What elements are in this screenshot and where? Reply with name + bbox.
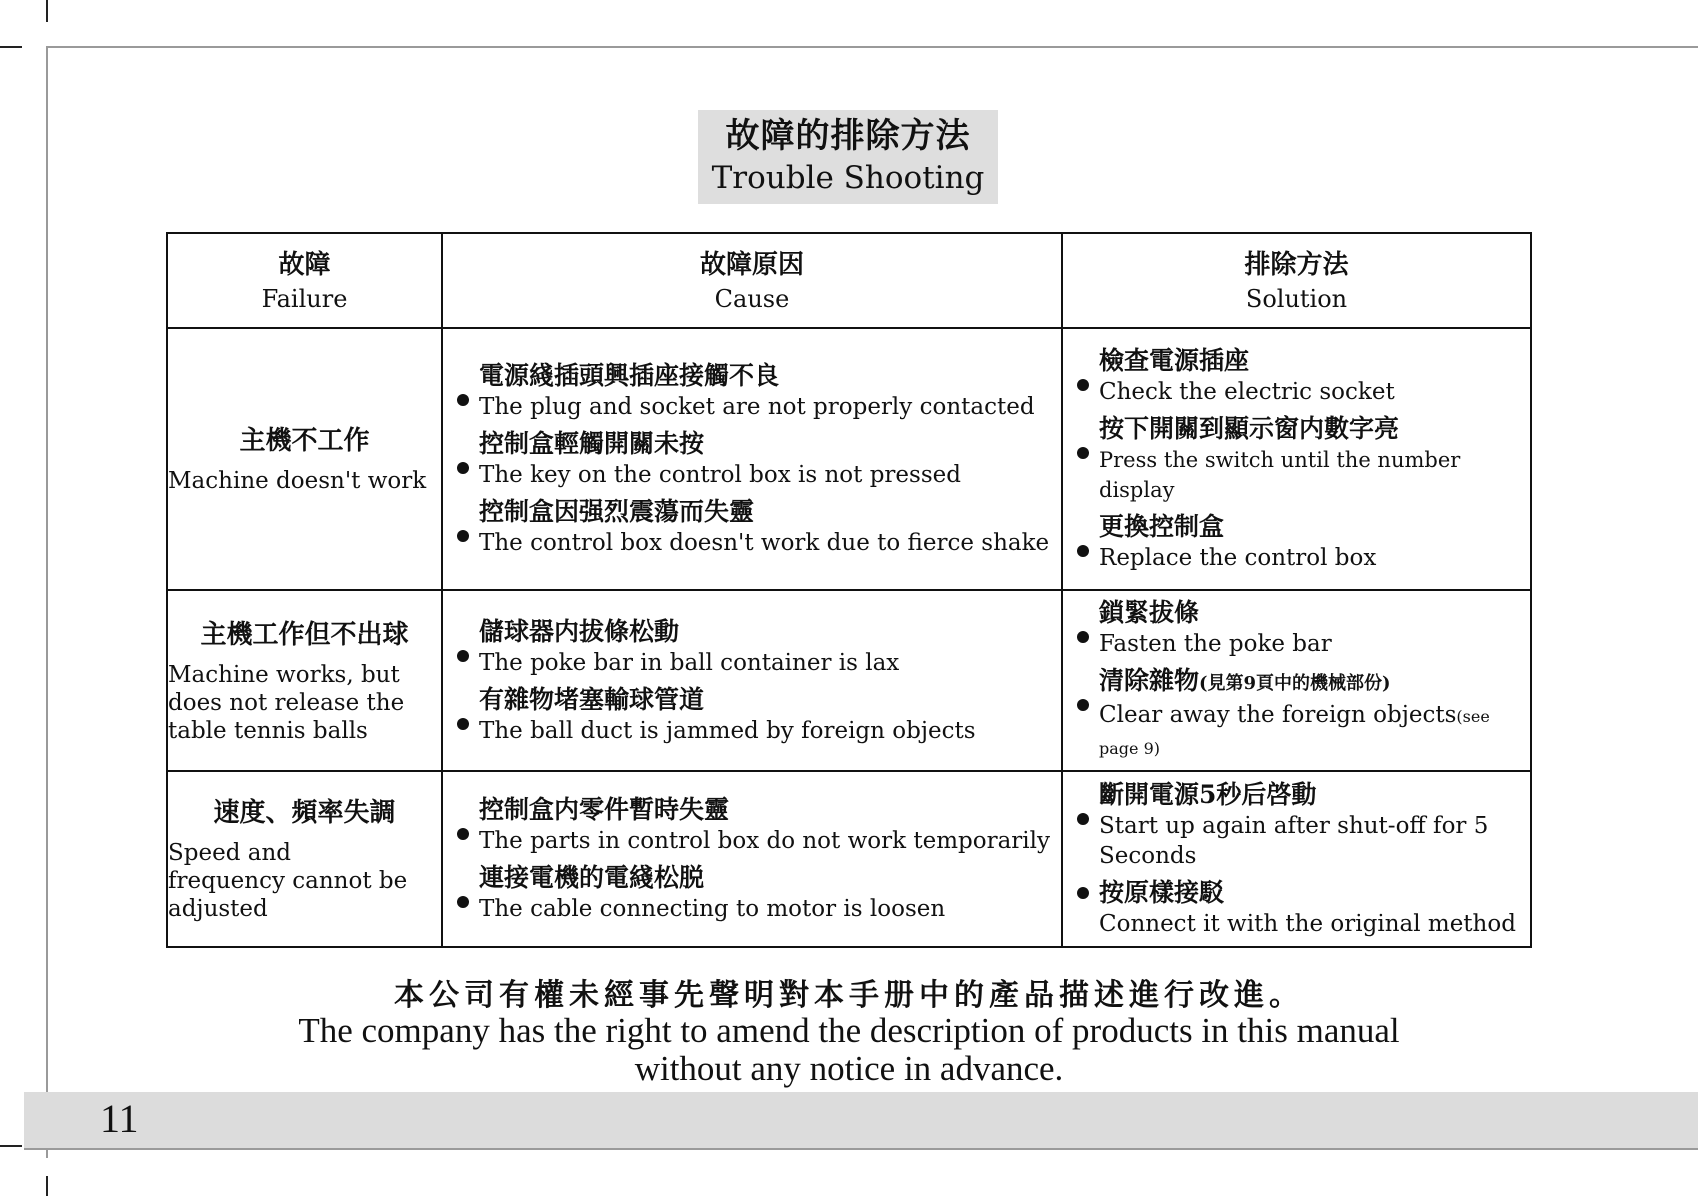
bullet-icon [457,718,469,730]
solution-zh: 鎖緊拔條 [1099,598,1200,627]
solution-zh: 斷開電源5秒后啓動 [1099,780,1317,809]
cause-cell [442,771,1062,947]
cause-zh: 控制盒内零件暫時失靈 [479,795,730,824]
notice-en-text: The company has the right to amend the description of products in this manual without any notice in advance. [298,1011,1400,1088]
cause-cell [442,328,1062,590]
solution-cell [1062,328,1531,590]
cause-item [443,616,1061,678]
solution-item [1063,511,1530,573]
cause-item [443,496,1061,558]
solution-en: Start up again after shut-off for 5 Seconds [1099,813,1489,869]
header-failure-zh: 故障 [278,249,331,280]
cause-zh: 有雜物堵塞輸球管道 [479,684,705,714]
solution-en: Replace the control box [1099,545,1377,571]
title-zh: 故障的排除方法 [725,116,971,156]
cause-zh: 儲球器内拔條松動 [479,616,680,646]
cause-zh: 控制盒輕觸開關未按 [479,429,705,458]
header-failure [167,233,442,328]
failure-zh: 主機不工作 [239,426,370,456]
header-solution-en: Solution [1245,284,1348,313]
solution-cell [1062,771,1531,947]
crop-mark-left [0,46,22,48]
cause-item [443,862,1061,924]
cause-item [443,428,1061,490]
notice-zh: 本公司有權未經事先聲明對本手册中的產品描述進行改進。 [394,978,1304,1013]
failure-zh: 主機工作但不出球 [200,619,409,650]
bullet-icon [457,394,469,406]
failure-en: Machine doesn't work [168,468,427,494]
header-failure-en: Failure [261,284,348,313]
solution-en [1099,700,1530,764]
bullet-icon [1077,447,1089,459]
page-number: 11 [100,1096,139,1141]
failure-cell [167,590,442,771]
solution-item [1063,877,1530,939]
header-solution-zh: 排除方法 [1244,249,1349,280]
bullet-icon [1077,631,1089,643]
solution-zh [1099,665,1530,700]
table-row [167,328,1531,590]
header-cause-en: Cause [714,284,790,313]
failure-zh: 速度、頻率失調 [213,798,396,828]
solution-en-note: (see page 9) [1099,707,1490,758]
cause-en: The plug and socket are not properly contacted [479,394,1035,420]
bullet-icon [1077,379,1089,391]
notice-en [0,1012,1698,1088]
footer-band [24,1092,1698,1150]
cause-item [443,684,1061,746]
solution-zh-text: 清除雜物 [1099,666,1200,695]
solution-en-text: Clear away the foreign objects [1099,702,1457,728]
cause-zh: 控制盒因强烈震蕩而失靈 [479,497,755,526]
cause-en: The key on the control box is not pressed [479,462,961,488]
title-en: Trouble Shooting [711,160,985,196]
solution-cell [1062,590,1531,771]
solution-zh: 檢查電源插座 [1099,346,1250,375]
table-row [167,590,1531,771]
cause-item [443,794,1061,856]
solution-en: Fasten the poke bar [1099,631,1332,657]
header-cause-zh: 故障原因 [699,249,804,280]
bullet-icon [457,650,469,662]
solution-item [1063,597,1530,659]
solution-zh-note: (見第9頁中的機械部份) [1199,673,1391,694]
solution-item [1063,413,1530,505]
bullet-icon [1077,699,1089,711]
bullet-icon [1077,813,1089,825]
cause-zh: 電源綫插頭興插座接觸不良 [479,361,780,390]
solution-en: Press the switch until the number display [1099,448,1461,502]
bullet-icon [457,530,469,542]
failure-cell [167,328,442,590]
troubleshooting-table [166,232,1532,948]
solution-zh: 按下開關到顯示窗内數字亮 [1099,414,1400,443]
crop-mark-bottom-left [0,1145,22,1147]
solution-item [1063,345,1530,407]
cause-en: The control box doesn't work due to fierce shake [479,530,1050,556]
table-header-row [167,233,1531,328]
table-row [167,771,1531,947]
crop-mark-top [46,0,48,22]
cause-en: The cable connecting to motor is loosen [479,896,946,922]
solution-en: Connect it with the original method [1099,911,1516,937]
cause-zh: 連接電機的電綫松脱 [479,863,705,892]
header-solution [1062,233,1531,328]
page-title [698,110,998,204]
crop-mark-bottom [46,1176,48,1196]
solution-item [1063,665,1530,764]
failure-en: Machine works, but does not release the table tennis balls [168,661,405,744]
failure-cell [167,771,442,947]
bullet-icon [1077,887,1089,899]
solution-zh: 按原樣接駁 [1099,878,1225,907]
cause-en: The ball duct is jammed by foreign objects [479,717,976,744]
cause-en: The poke bar in ball container is lax [479,649,900,676]
bullet-icon [1077,545,1089,557]
bullet-icon [457,896,469,908]
cause-cell [442,590,1062,771]
solution-en: Check the electric socket [1099,379,1395,405]
cause-item [443,360,1061,422]
cause-en: The parts in control box do not work temporarily [479,828,1051,854]
solution-zh: 更換控制盒 [1099,512,1225,541]
bullet-icon [457,828,469,840]
failure-en: Speed and frequency cannot be adjusted [168,840,408,922]
bullet-icon [457,462,469,474]
solution-item [1063,779,1530,871]
header-cause [442,233,1062,328]
